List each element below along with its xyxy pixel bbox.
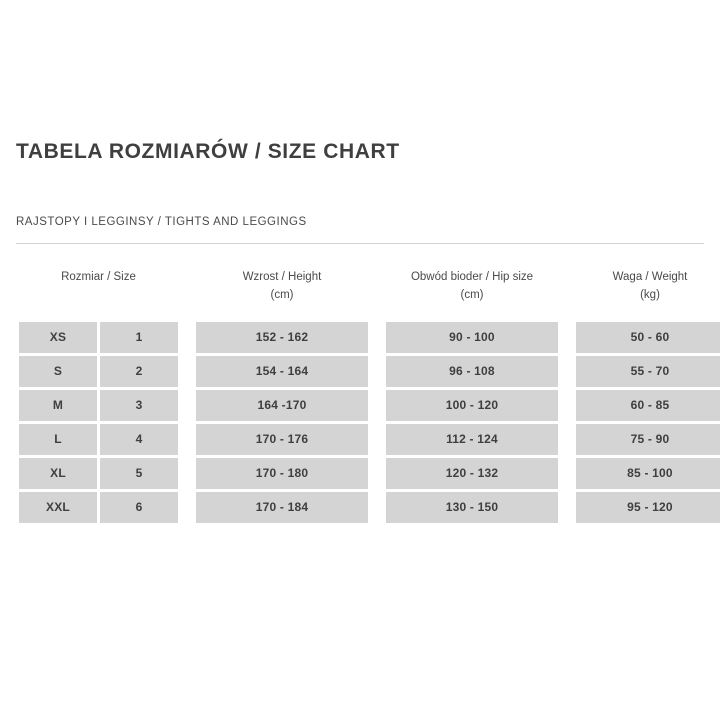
header-hip-unit: (cm) <box>460 288 484 301</box>
cell-height: 170 - 176 <box>196 424 368 455</box>
cell-hip: 100 - 120 <box>386 390 558 421</box>
cell-number: 2 <box>100 356 178 387</box>
cell-spacer <box>181 424 193 455</box>
cell-spacer <box>181 458 193 489</box>
cell-number: 4 <box>100 424 178 455</box>
header-height-unit: (cm) <box>270 288 294 301</box>
cell-size: XL <box>19 458 97 489</box>
cell-spacer <box>371 322 383 353</box>
cell-hip: 90 - 100 <box>386 322 558 353</box>
cell-size: XS <box>19 322 97 353</box>
table-row <box>19 322 720 353</box>
cell-size: XXL <box>19 492 97 523</box>
cell-spacer <box>561 356 573 387</box>
page-subtitle: RAJSTOPY I LEGGINSY / TIGHTS AND LEGGINGS <box>16 216 307 228</box>
cell-number: 1 <box>100 322 178 353</box>
header-weight-unit: (kg) <box>640 288 660 301</box>
cell-spacer <box>561 492 573 523</box>
cell-weight: 60 - 85 <box>576 390 720 421</box>
cell-height: 164 -170 <box>196 390 368 421</box>
cell-weight: 55 - 70 <box>576 356 720 387</box>
cell-weight: 50 - 60 <box>576 322 720 353</box>
header-spacer-2 <box>371 261 383 319</box>
cell-size: L <box>19 424 97 455</box>
cell-number: 6 <box>100 492 178 523</box>
size-table-head <box>19 261 720 319</box>
header-hip <box>386 261 558 319</box>
cell-size: S <box>19 356 97 387</box>
table-row <box>19 458 720 489</box>
header-weight-label: Waga / Weight <box>612 271 688 283</box>
cell-spacer <box>371 492 383 523</box>
cell-spacer <box>561 322 573 353</box>
table-row <box>19 424 720 455</box>
cell-weight: 85 - 100 <box>576 458 720 489</box>
cell-size: M <box>19 390 97 421</box>
cell-hip: 120 - 132 <box>386 458 558 489</box>
table-header-row <box>19 261 720 319</box>
cell-spacer <box>181 356 193 387</box>
cell-spacer <box>371 390 383 421</box>
cell-spacer <box>561 424 573 455</box>
cell-height: 170 - 184 <box>196 492 368 523</box>
size-table-body <box>19 322 720 523</box>
cell-height: 154 - 164 <box>196 356 368 387</box>
header-spacer-1 <box>181 261 193 319</box>
size-table-wrapper <box>16 258 704 526</box>
table-row <box>19 356 720 387</box>
header-height-label: Wzrost / Height <box>242 271 322 283</box>
table-row <box>19 390 720 421</box>
cell-spacer <box>181 390 193 421</box>
cell-weight: 95 - 120 <box>576 492 720 523</box>
cell-spacer <box>181 492 193 523</box>
header-size-label: Rozmiar / Size <box>61 271 136 283</box>
header-height <box>196 261 368 319</box>
header-hip-label: Obwód bioder / Hip size <box>410 271 534 283</box>
cell-spacer <box>371 356 383 387</box>
cell-weight: 75 - 90 <box>576 424 720 455</box>
page-title: TABELA ROZMIARÓW / SIZE CHART <box>16 140 400 163</box>
cell-hip: 130 - 150 <box>386 492 558 523</box>
header-weight <box>576 261 720 319</box>
cell-spacer <box>561 390 573 421</box>
cell-spacer <box>181 322 193 353</box>
header-divider <box>16 243 704 244</box>
cell-height: 152 - 162 <box>196 322 368 353</box>
cell-spacer <box>371 458 383 489</box>
cell-spacer <box>561 458 573 489</box>
cell-hip: 96 - 108 <box>386 356 558 387</box>
cell-height: 170 - 180 <box>196 458 368 489</box>
table-row <box>19 492 720 523</box>
size-table <box>16 258 720 526</box>
cell-spacer <box>371 424 383 455</box>
cell-number: 3 <box>100 390 178 421</box>
cell-number: 5 <box>100 458 178 489</box>
header-spacer-3 <box>561 261 573 319</box>
header-size <box>19 261 178 319</box>
cell-hip: 112 - 124 <box>386 424 558 455</box>
